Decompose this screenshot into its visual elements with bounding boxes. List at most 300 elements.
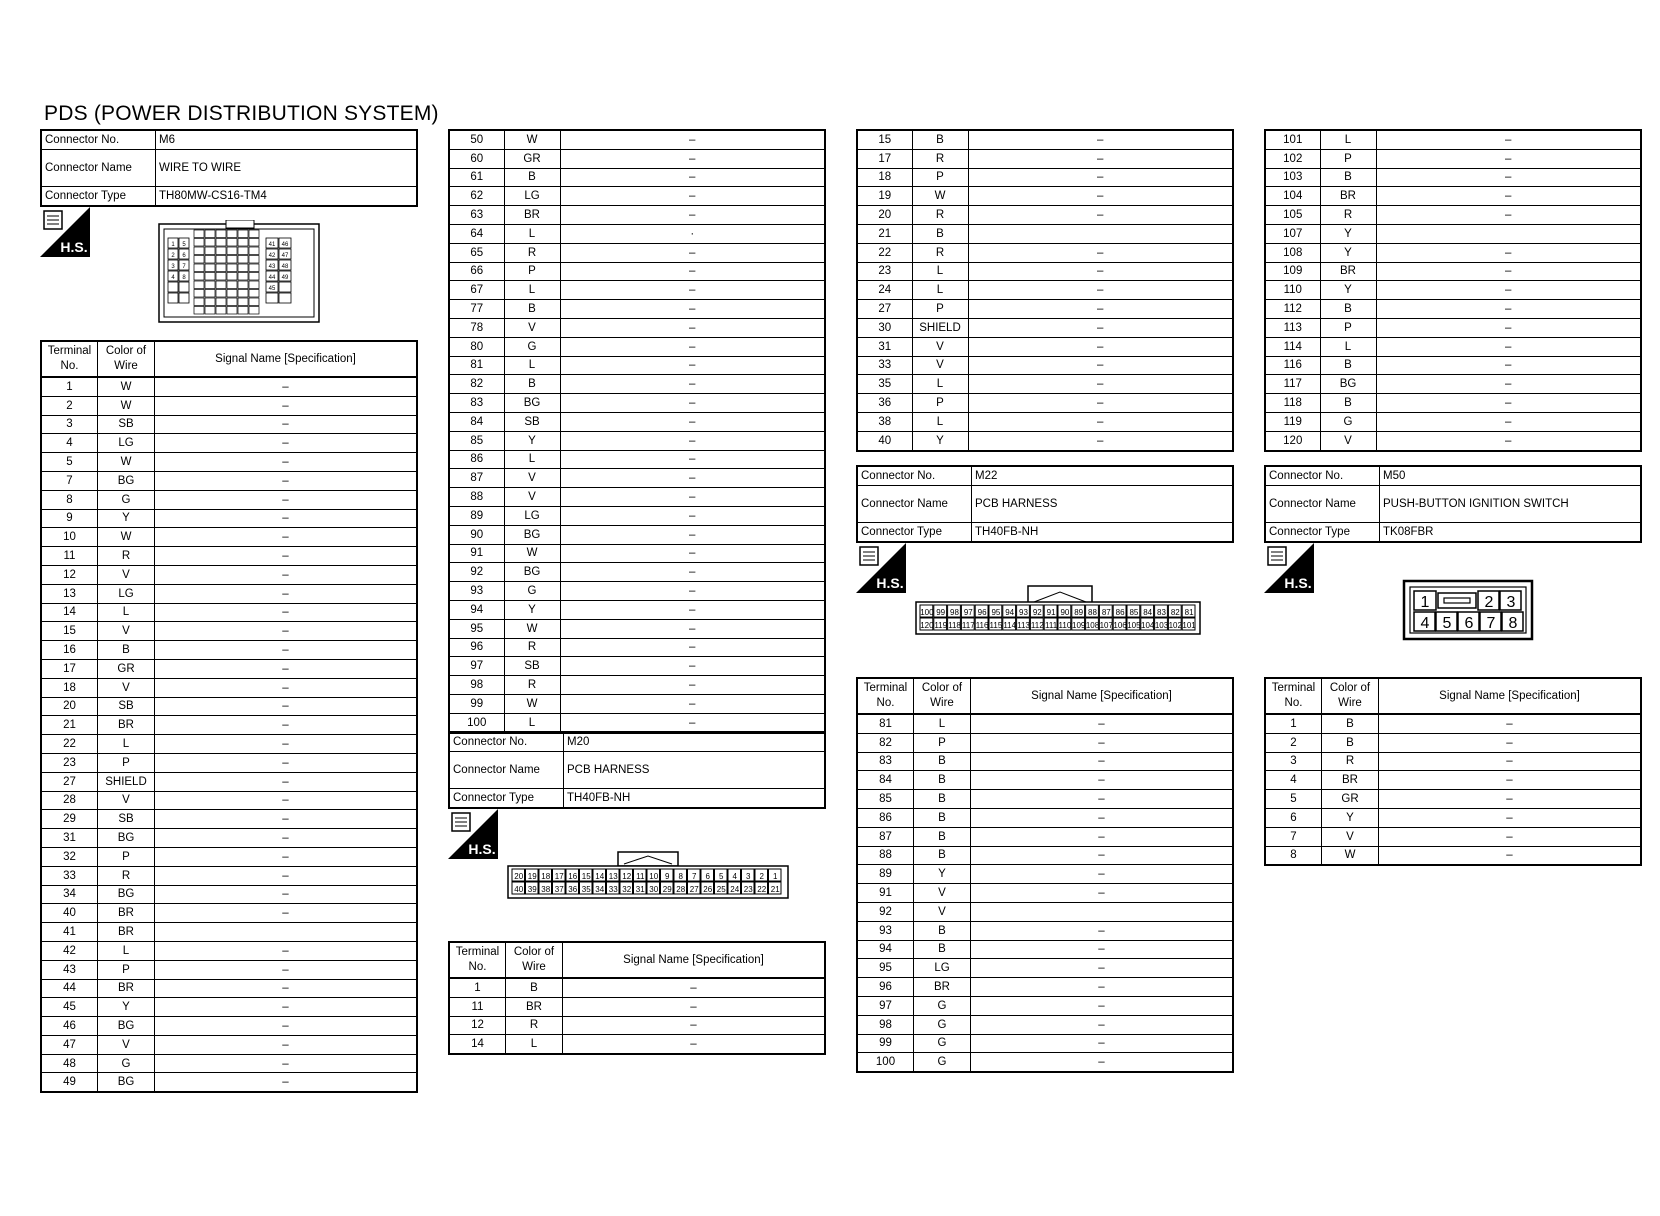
pin-label: 107 xyxy=(1099,621,1113,630)
terminal-no-cell: 96 xyxy=(857,978,914,997)
pin-label: 6 xyxy=(705,872,710,881)
pin-label: 113 xyxy=(1017,621,1030,630)
pin-cell xyxy=(227,307,237,315)
table-row xyxy=(857,394,1233,413)
pin-label: 46 xyxy=(281,242,289,248)
pin-cell xyxy=(205,281,215,289)
pin-label: 6 xyxy=(182,253,186,259)
pin-label: 81 xyxy=(1184,608,1194,617)
hs-icon xyxy=(856,543,906,593)
terminal-no-cell: 82 xyxy=(449,375,504,394)
m6-connector-name: WIRE TO WIRE xyxy=(156,149,418,186)
terminal-no-cell: 13 xyxy=(41,584,98,603)
wire-color-cell: W xyxy=(98,396,155,415)
signal-name-cell: – xyxy=(560,638,825,657)
pin-cell xyxy=(194,230,204,238)
terminal-no-cell: 6 xyxy=(1265,808,1322,827)
signal-name-cell: – xyxy=(560,375,825,394)
terminal-no-cell: 98 xyxy=(857,1015,914,1034)
signal-name-cell: – xyxy=(971,752,1234,771)
terminal-no-cell: 49 xyxy=(41,1073,98,1092)
signal-name-cell: – xyxy=(971,846,1234,865)
wire-color-cell: P xyxy=(1320,318,1376,337)
wire-color-cell: L xyxy=(504,224,560,243)
pin-cell xyxy=(205,273,215,281)
wire-color-cell: R xyxy=(98,866,155,885)
signal-name-cell: – xyxy=(1376,187,1641,206)
signal-name-cell: – xyxy=(1379,771,1642,790)
wire-color-cell: GR xyxy=(98,659,155,678)
pin-label: 92 xyxy=(1032,608,1042,617)
pin-cell xyxy=(194,264,204,272)
table-row xyxy=(449,978,825,997)
pin-label: 2 xyxy=(759,872,764,881)
m50-info xyxy=(1264,465,1642,543)
signal-name-cell: – xyxy=(971,959,1234,978)
terminal-no-cell: 103 xyxy=(1265,168,1320,187)
table-row xyxy=(41,603,417,622)
wire-color-cell: W xyxy=(1322,846,1379,865)
terminal-no-cell: 86 xyxy=(449,450,504,469)
pin-cell xyxy=(216,264,226,272)
wire-color-cell: L xyxy=(1320,130,1376,149)
wire-color-cell: W xyxy=(98,528,155,547)
terminal-no-cell: 112 xyxy=(1265,300,1320,319)
pin-label: 85 xyxy=(1129,608,1139,617)
signal-name-cell: – xyxy=(1376,394,1641,413)
signal-name-cell: – xyxy=(971,771,1234,790)
table-row xyxy=(41,923,417,942)
pin-cell xyxy=(249,290,259,298)
signal-name-cell: – xyxy=(155,791,418,810)
signal-name-cell: – xyxy=(155,810,418,829)
wire-color-cell: L xyxy=(98,941,155,960)
terminal-no-cell: 3 xyxy=(41,415,98,434)
color-of-wire-header: Color of Wire xyxy=(1322,678,1379,714)
terminal-no-cell: 9 xyxy=(41,509,98,528)
m20-connector-diagram xyxy=(506,850,790,900)
wire-color-cell: R xyxy=(912,149,968,168)
pin-label: 2 xyxy=(171,253,175,259)
terminal-no-cell: 93 xyxy=(857,921,914,940)
signal-name-cell: – xyxy=(155,866,418,885)
terminal-no-cell: 93 xyxy=(449,582,504,601)
signal-name-cell: – xyxy=(155,377,418,396)
pin-cell xyxy=(194,281,204,289)
pin-cell xyxy=(227,273,237,281)
table-row xyxy=(857,827,1233,846)
pin-label: 7 xyxy=(1486,615,1496,632)
signal-name-cell: – xyxy=(155,1035,418,1054)
terminal-no-cell: 67 xyxy=(449,281,504,300)
table-row xyxy=(449,582,825,601)
pin-label: 6 xyxy=(1464,615,1474,632)
pin-label: 105 xyxy=(1127,621,1141,630)
terminal-no-cell: 17 xyxy=(857,149,912,168)
pin-cell xyxy=(194,298,204,306)
table-row xyxy=(1265,130,1641,149)
table-row xyxy=(449,1035,825,1054)
terminal-no-cell: 97 xyxy=(449,657,504,676)
pin-cell xyxy=(205,230,215,238)
table-row xyxy=(1265,752,1641,771)
wire-color-cell: Y xyxy=(504,431,560,450)
table-row xyxy=(41,1035,417,1054)
pin-cell xyxy=(205,298,215,306)
pin-cell xyxy=(216,290,226,298)
pin-label: 110 xyxy=(1058,621,1072,630)
terminal-no-cell: 20 xyxy=(41,697,98,716)
wire-color-cell: LG xyxy=(504,506,560,525)
table-row xyxy=(449,206,825,225)
wire-color-cell: Y xyxy=(1320,224,1376,243)
connector-name-label: Connector Name xyxy=(1265,485,1380,522)
wire-color-cell: L xyxy=(504,281,560,300)
pin-label: 33 xyxy=(608,885,618,894)
table-row xyxy=(449,506,825,525)
table-row xyxy=(857,902,1233,921)
table-row xyxy=(857,130,1233,149)
pin-label: 19 xyxy=(527,872,537,881)
pin-cell xyxy=(238,298,248,306)
signal-name-cell: – xyxy=(155,490,418,509)
terminal-no-cell: 46 xyxy=(41,1017,98,1036)
signal-name-cell: – xyxy=(155,622,418,641)
table-row xyxy=(449,469,825,488)
table-row xyxy=(857,921,1233,940)
terminal-no-cell: 35 xyxy=(857,375,912,394)
pin-label: 49 xyxy=(281,275,289,281)
pin-label: 82 xyxy=(1170,608,1180,617)
wire-color-cell: BG xyxy=(98,829,155,848)
terminal-no-header: Terminal No. xyxy=(41,341,98,377)
pin-cell xyxy=(216,230,226,238)
wire-color-cell: G xyxy=(1320,412,1376,431)
table-row xyxy=(857,1053,1233,1072)
terminal-no-cell: 16 xyxy=(41,641,98,660)
terminal-no-cell: 78 xyxy=(449,318,504,337)
wire-color-cell: LG xyxy=(504,187,560,206)
wire-color-cell: G xyxy=(914,1053,971,1072)
hs-icon xyxy=(1264,543,1314,593)
m20-info xyxy=(448,731,826,809)
pin-label: 1 xyxy=(171,242,175,248)
pin-label: 16 xyxy=(568,872,578,881)
pin-cell xyxy=(216,281,226,289)
terminal-no-cell: 11 xyxy=(41,547,98,566)
pin-label: 97 xyxy=(963,608,973,617)
pin-cell xyxy=(279,293,291,303)
signal-name-cell: – xyxy=(155,904,418,923)
table-row xyxy=(449,300,825,319)
pin-label: 87 xyxy=(1101,608,1111,617)
m6-table-continued xyxy=(448,129,826,734)
signal-name-cell: – xyxy=(968,168,1233,187)
table-row xyxy=(449,676,825,695)
table-row xyxy=(1265,375,1641,394)
terminal-no-cell: 14 xyxy=(449,1035,506,1054)
m6-connector-no: M6 xyxy=(156,130,418,149)
signal-name-cell: – xyxy=(155,979,418,998)
wire-color-cell: LG xyxy=(98,584,155,603)
table-row xyxy=(41,735,417,754)
signal-name-cell: – xyxy=(1376,412,1641,431)
connector-type-label: Connector Type xyxy=(41,186,156,205)
terminal-no-cell: 33 xyxy=(857,356,912,375)
terminal-no-cell: 12 xyxy=(449,1016,506,1035)
signal-name-cell: – xyxy=(155,1017,418,1036)
pin-label: 27 xyxy=(689,885,699,894)
wire-color-cell: LG xyxy=(914,959,971,978)
pin-label: 40 xyxy=(514,885,524,894)
pin-cell xyxy=(194,239,204,247)
signal-name-cell: – xyxy=(560,394,825,413)
terminal-no-cell: 118 xyxy=(1265,394,1320,413)
pin-cell xyxy=(238,239,248,247)
terminal-no-cell: 5 xyxy=(1265,790,1322,809)
signal-name-cell: – xyxy=(971,827,1234,846)
signal-name-cell: – xyxy=(560,694,825,713)
table-row xyxy=(1265,808,1641,827)
table-row xyxy=(41,453,417,472)
pin-cell xyxy=(205,256,215,264)
table-row xyxy=(41,396,417,415)
wire-color-cell: B xyxy=(504,168,560,187)
terminal-no-header: Terminal No. xyxy=(449,942,506,978)
pin-cell xyxy=(249,264,259,272)
signal-name-header: Signal Name [Specification] xyxy=(1379,678,1642,714)
wire-color-cell: BR xyxy=(1322,771,1379,790)
signal-name-cell: – xyxy=(968,243,1233,262)
key-slot-inner xyxy=(1444,598,1470,603)
terminal-no-cell: 90 xyxy=(449,525,504,544)
wire-color-cell: R xyxy=(912,243,968,262)
wire-color-cell: B xyxy=(504,300,560,319)
wire-color-cell: BG xyxy=(98,885,155,904)
wire-color-cell: G xyxy=(914,996,971,1015)
signal-name-cell: – xyxy=(560,412,825,431)
pin-label: 114 xyxy=(1003,621,1017,630)
signal-name-cell: – xyxy=(971,1053,1234,1072)
wire-color-cell: BR xyxy=(914,978,971,997)
table-row xyxy=(857,752,1233,771)
table-row xyxy=(449,431,825,450)
signal-name-cell: – xyxy=(155,509,418,528)
wire-color-cell: Y xyxy=(1320,281,1376,300)
terminal-no-cell: 44 xyxy=(41,979,98,998)
signal-name-cell: – xyxy=(560,149,825,168)
m20-connector-type: TH40FB-NH xyxy=(564,788,826,807)
signal-name-cell: – xyxy=(560,206,825,225)
signal-name-cell: – xyxy=(155,829,418,848)
pin-label: 30 xyxy=(649,885,659,894)
terminal-no-cell: 20 xyxy=(857,206,912,225)
terminal-no-cell: 4 xyxy=(41,434,98,453)
pin-label: 3 xyxy=(1506,594,1516,611)
terminal-no-cell: 99 xyxy=(857,1034,914,1053)
connector-no-label: Connector No. xyxy=(1265,466,1380,485)
table-row xyxy=(449,130,825,149)
signal-name-cell: – xyxy=(968,206,1233,225)
table-row xyxy=(857,224,1233,243)
svg-text:H.S.: H.S. xyxy=(60,239,88,255)
wire-color-cell: L xyxy=(506,1035,563,1054)
wire-color-cell: L xyxy=(912,375,968,394)
terminal-no-cell: 5 xyxy=(41,453,98,472)
pin-cell xyxy=(205,264,215,272)
signal-name-cell: – xyxy=(560,713,825,732)
m22-table-continued xyxy=(1264,129,1642,452)
wire-color-cell: P xyxy=(98,960,155,979)
table-row xyxy=(41,885,417,904)
wire-color-cell: B xyxy=(914,790,971,809)
table-row xyxy=(449,149,825,168)
terminal-no-cell: 34 xyxy=(41,885,98,904)
terminal-no-cell: 66 xyxy=(449,262,504,281)
pin-label: 5 xyxy=(719,872,724,881)
wire-color-cell: B xyxy=(914,846,971,865)
terminal-no-cell: 60 xyxy=(449,149,504,168)
table-row xyxy=(449,694,825,713)
pin-label: 43 xyxy=(268,264,276,270)
wire-color-cell: B xyxy=(1322,733,1379,752)
wire-color-cell: L xyxy=(98,735,155,754)
table-row xyxy=(41,490,417,509)
wire-color-cell: G xyxy=(914,1015,971,1034)
table-row xyxy=(857,300,1233,319)
terminal-no-cell: 108 xyxy=(1265,243,1320,262)
table-row xyxy=(1265,846,1641,865)
wire-color-cell: L xyxy=(504,356,560,375)
signal-name-cell xyxy=(968,224,1233,243)
pin-label: 94 xyxy=(1005,608,1015,617)
pin-label: 36 xyxy=(568,885,578,894)
terminal-no-cell: 50 xyxy=(449,130,504,149)
wire-color-cell: Y xyxy=(98,998,155,1017)
pin-label: 102 xyxy=(1168,621,1182,630)
table-row xyxy=(449,563,825,582)
terminal-no-cell: 22 xyxy=(41,735,98,754)
table-row xyxy=(857,206,1233,225)
signal-name-cell: – xyxy=(971,996,1234,1015)
wire-color-cell: W xyxy=(504,619,560,638)
wire-color-cell: SB xyxy=(504,412,560,431)
wire-color-cell: BG xyxy=(1320,375,1376,394)
m22-info xyxy=(856,465,1234,543)
signal-name-cell xyxy=(971,902,1234,921)
table-row xyxy=(857,959,1233,978)
pin-label: 88 xyxy=(1088,608,1097,617)
signal-name-cell: – xyxy=(968,337,1233,356)
signal-name-cell: – xyxy=(968,356,1233,375)
signal-name-cell: – xyxy=(560,657,825,676)
wire-color-cell: L xyxy=(912,281,968,300)
terminal-no-cell: 28 xyxy=(41,791,98,810)
signal-name-cell: – xyxy=(971,921,1234,940)
terminal-no-cell: 84 xyxy=(449,412,504,431)
table-row xyxy=(41,1073,417,1092)
svg-text:H.S.: H.S. xyxy=(1284,575,1312,591)
table-row xyxy=(857,187,1233,206)
terminal-no-cell: 113 xyxy=(1265,318,1320,337)
wire-color-cell: Y xyxy=(914,865,971,884)
wire-color-cell: BR xyxy=(506,997,563,1016)
table-row xyxy=(41,791,417,810)
connector-type-label: Connector Type xyxy=(1265,522,1380,541)
signal-name-cell: – xyxy=(1379,827,1642,846)
pin-label: 8 xyxy=(678,872,683,881)
signal-name-cell: – xyxy=(563,1035,826,1054)
wire-color-cell: B xyxy=(912,224,968,243)
pin-cell xyxy=(216,247,226,255)
terminal-no-cell: 7 xyxy=(1265,827,1322,846)
signal-name-cell: – xyxy=(1376,130,1641,149)
connector-name-label: Connector Name xyxy=(449,751,564,788)
wire-color-cell: R xyxy=(1320,206,1376,225)
table-row xyxy=(41,471,417,490)
signal-name-cell: – xyxy=(968,431,1233,450)
terminal-no-cell: 8 xyxy=(41,490,98,509)
wire-color-cell: L xyxy=(504,450,560,469)
pin-label: 106 xyxy=(1113,621,1127,630)
terminal-no-cell: 64 xyxy=(449,224,504,243)
table-row xyxy=(857,318,1233,337)
signal-name-cell: – xyxy=(560,544,825,563)
table-row xyxy=(857,412,1233,431)
terminal-no-cell: 85 xyxy=(449,431,504,450)
table-row xyxy=(857,884,1233,903)
pin-cell xyxy=(205,247,215,255)
m20-connector-no: M20 xyxy=(564,732,826,751)
pin-cell xyxy=(238,230,248,238)
terminal-no-cell: 95 xyxy=(449,619,504,638)
table-row xyxy=(41,866,417,885)
signal-name-cell: – xyxy=(971,865,1234,884)
terminal-no-cell: 107 xyxy=(1265,224,1320,243)
pin-label: 119 xyxy=(934,621,948,630)
table-row xyxy=(41,979,417,998)
signal-name-cell: – xyxy=(155,847,418,866)
terminal-no-cell: 88 xyxy=(449,488,504,507)
signal-name-cell: – xyxy=(155,753,418,772)
table-row xyxy=(449,318,825,337)
signal-name-cell: – xyxy=(971,790,1234,809)
pin-cell xyxy=(238,307,248,315)
terminal-no-cell: 33 xyxy=(41,866,98,885)
table-row xyxy=(449,638,825,657)
pin-label: 99 xyxy=(936,608,946,617)
wire-color-cell: V xyxy=(98,678,155,697)
table-row xyxy=(857,281,1233,300)
wire-color-cell: BR xyxy=(504,206,560,225)
table-row xyxy=(1265,431,1641,450)
terminal-no-cell: 7 xyxy=(41,471,98,490)
pin-label: 86 xyxy=(1115,608,1125,617)
wire-color-cell: SHIELD xyxy=(98,772,155,791)
signal-name-cell: – xyxy=(560,676,825,695)
pin-cell xyxy=(205,239,215,247)
terminal-no-cell: 85 xyxy=(857,790,914,809)
signal-name-cell: – xyxy=(155,1073,418,1092)
pin-label: 10 xyxy=(649,872,659,881)
wire-color-cell: BG xyxy=(98,1017,155,1036)
signal-name-cell: – xyxy=(971,1015,1234,1034)
table-row xyxy=(449,713,825,732)
wire-color-cell: B xyxy=(914,752,971,771)
table-row xyxy=(41,641,417,660)
pin-cell xyxy=(194,256,204,264)
wire-color-cell: B xyxy=(914,940,971,959)
